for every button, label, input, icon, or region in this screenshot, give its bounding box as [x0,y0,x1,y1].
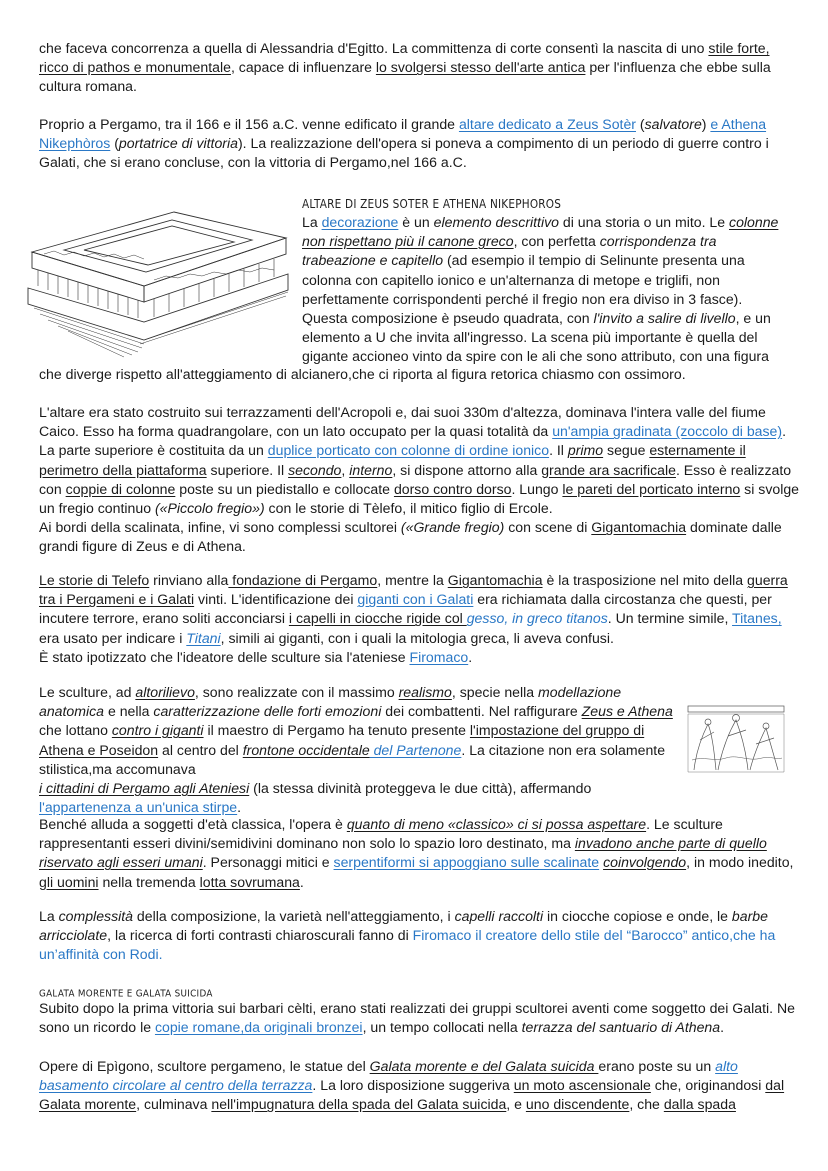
paragraph-decorazione-cont: che diverge rispetto all'atteggiamento di alcianero,che ci riporta al figura retorica chiasmo con ossimoro. [39,366,686,382]
link-titanes[interactable]: Titanes, [732,610,782,627]
link-serpentiformi[interactable]: serpentiformi si appoggiano sulle scalinate [333,854,600,871]
paragraph-epigono: Opere di Epìgono, scultore pergameno, le statue del Galata morente e del Galata suicida erano poste su un alto basamento circolare al centro della terrazza. La loro disposizione suggeriva un moto ascensionale che, originandosi dal Galata morente, culminava nell'impugnatura della spada del Galata suicida, e uno discendente, che dalla spada [39,1058,785,1113]
underlined-phrase: stile forte, ricco di pathos e monumentale [39,40,770,76]
heading-altare-zeus: ALTARE DI ZEUS SOTER E ATHENA NIKEPHOROS [302,197,562,212]
paragraph-altar-construction: Proprio a Pergamo, tra il 166 e il 156 a.C. venne edificato il grande altare dedicato a Zeus Sotèr (salvatore) e Athena Nikephòros (portatrice di vittoria). La realizzazione dell'opera si poneva a compimento di un periodo di guerre contro i Galati, che si erano concluse, con la vittoria di Pergamo,nel 166 a.C. [39,116,769,171]
paragraph-galati-gruppi: Subito dopo la prima vittoria sui barbari cèlti, erano stati realizzati dei gruppi scultorei aventi come soggetto dei Galati. Ne sono un ricordo le copie romane,da originali bronzei, un tempo collocati nella terrazza del santuario di Athena. [39,1000,795,1036]
link-copie-romane[interactable]: copie romane,da originali bronzei [154,1019,363,1036]
paragraph-decorazione: La decorazione è un elemento descrittivo di una storia o un mito. Le colonne non rispettano più il canone greco, con perfetta corrispondenza tra trabeazione e capitello (ad esempio il tempio di Selinunte presenta una colonna con capitello ionico e un'alternanza di metope e triglifi, non perfettamente corrispondenti perché il fregio non era diviso in 3 fasce). Questa composizione è pseudo quadrata, con l'invito a salire di livello, e un elemento a U che invita all'ingresso. La scena più importante è quella del gigante accioneo vinto da spire con le ali che sono attributo, con una figura [302,214,779,365]
link-porticato[interactable]: duplice porticato con colonne di ordine ionico [267,442,550,459]
paragraph-altare-struttura: L'altare era stato costruito sui terrazzamenti dell'Acropoli e, dai suoi 330m d'altezza, dominava l'intera valle del fiume Caico. Esso ha forma quadrangolare, con un lato occupato per la quasi totalità da un'ampia gradinata (zoccolo di base). La parte superiore è costituita da un duplice porticato con colonne di ordine ionico. Il primo segue esternamente il perimetro della piattaforma superiore. Il secondo, interno, si dispone attorno alla grande ara sacrificale. Esso è realizzato con coppie di colonne poste su un piedistallo e collocate dorso contro dorso. Lungo le pareti del porticato interno si svolge un fregio continuo («Piccolo fregio») con le storie di Tèlefo, il mitico figlio di Ercole. Ai bordi della scalinata, infine, vi sono complessi scultorei («Grande fregio) con scene di Gigantomachia dominate dalle grandi figure di Zeus e di Athena. [39,404,800,555]
link-athena-nikephoros[interactable]: e Athena Nikephòros [39,116,767,152]
link-basamento[interactable]: alto basamento circolare al centro della terrazza [39,1058,738,1094]
paragraph-pergamo-art: che faceva concorrenza a quella di Alessandria d'Egitto. La committenza di corte consentì la nascita di uno stile forte, ricco di pathos e monumentale, capace di influenzare lo svolgersi stesso dell'arte antica per l'influenza che ebbe sulla cultura romana. [39,40,771,95]
link-giganti-galati[interactable]: giganti con i Galati [357,591,474,608]
paragraph-non-classico: Benché alluda a soggetti d'età classica, l'opera è quanto di meno «classico» ci si possa aspettare. Le sculture rappresentanti esseri divini/semidivini dominano non solo lo spazio loro destinato, ma invadono anche parte di quello riservato agli esseri umani. Personaggi mitici e serpentiformi si appoggiano sulle scalinate coinvolgendo, in modo inedito, gli uomini nella tremenda lotta sovrumana. [39,816,794,890]
link-unica-stirpe[interactable]: l'appartenenza a un'unica stirpe [39,799,238,816]
link-decorazione[interactable]: decorazione [321,214,399,230]
paragraph-telefo-gigantomachia: Le storie di Telefo rinviano alla fondazione di Pergamo, mentre la Gigantomachia è la trasposizione nel mito della guerra tra i Pergameni e i Galati vinti. L'identificazione dei giganti con i Galati era richiamata dalla circostanza che questi, per incutere terrore, erano soliti acconciarsi i capelli in ciocche rigide col gesso, in greco titanos. Un termine simile, Titanes, era usato per indicare i Titani, simili ai giganti, con i quali la mitologia greca, li aveva confusi. È stato ipotizzato che l'ideatore delle sculture sia l'ateniese Firomaco. [39,572,788,665]
link-titani[interactable]: Titani [186,629,221,646]
heading-galata: GALATA MORENTE E GALATA SUICIDA [39,988,213,1001]
frieze-sketch-image [684,700,788,778]
link-firomaco[interactable]: Firomaco [409,648,469,665]
link-partenone[interactable]: del Partenone [369,741,462,758]
link-gradinata[interactable]: un'ampia gradinata (zoccolo di base) [552,423,783,440]
underlined-phrase: lo svolgersi stesso dell'arte antica [375,59,586,76]
paragraph-sculture-altorilievo: Le sculture, ad altorilievo, sono realizzate con il massimo realismo, specie nella modellazione anatomica e nella caratterizzazione delle forti emozioni dei combattenti. Nel raffigurare Zeus e Athena che lottano contro i giganti il maestro di Pergamo ha tenuto presente l'impostazione del gruppo di Athena e Poseidon al centro del frontone occidentale del Partenone. La citazione non era solamente stilistica,ma accomunava i cittadini di Pergamo agli Ateniesi (la stessa divinità proteggeva le due città), affermando l'appartenenza a un'unica stirpe. [39,684,673,816]
altar-sketch-image [24,190,294,358]
paragraph-barocco: La complessità della composizione, la varietà nell'atteggiamento, i capelli raccolti in ciocche copiose e onde, le barbe arricciolate, la ricerca di forti contrasti chiaroscurali fanno di Firomaco il creatore dello stile del “Barocco” antico,che ha un’affinità con Rodi. [39,908,776,963]
link-altare-zeus[interactable]: altare dedicato a Zeus Sotèr [458,116,636,132]
